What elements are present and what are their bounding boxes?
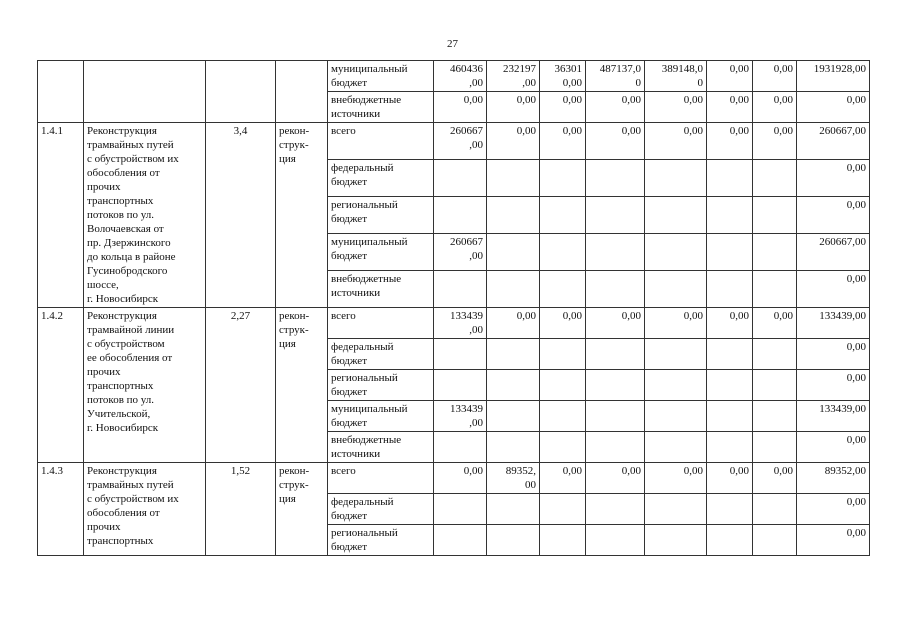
amount-cell bbox=[540, 160, 586, 197]
type-cell bbox=[276, 61, 328, 123]
financing-table bbox=[37, 60, 870, 556]
amount-cell: 0,00 bbox=[797, 92, 870, 123]
amount-cell bbox=[586, 401, 645, 432]
funding-source-cell: региональный бюджет bbox=[328, 197, 434, 234]
item-type-cell: рекон- струк- ция bbox=[276, 308, 328, 463]
amount-cell bbox=[540, 197, 586, 234]
amount-cell: 0,00 bbox=[753, 92, 797, 123]
item-code-cell: 1.4.1 bbox=[38, 123, 84, 308]
amount-cell bbox=[434, 525, 487, 556]
amount-cell bbox=[753, 525, 797, 556]
item-code-cell: 1.4.3 bbox=[38, 463, 84, 556]
item-type-cell: рекон- струк- ция bbox=[276, 463, 328, 556]
amount-cell: 0,00 bbox=[434, 92, 487, 123]
amount-cell: 133439,00 bbox=[797, 401, 870, 432]
funding-source-cell: региональный бюджет bbox=[328, 525, 434, 556]
amount-cell bbox=[707, 432, 753, 463]
amount-cell: 133439,00 bbox=[797, 308, 870, 339]
page-number: 27 bbox=[447, 38, 458, 50]
amount-cell: 0,00 bbox=[434, 463, 487, 494]
amount-cell bbox=[586, 234, 645, 271]
amount-cell bbox=[487, 197, 540, 234]
amount-cell bbox=[487, 160, 540, 197]
funding-source-cell: федеральный бюджет bbox=[328, 339, 434, 370]
amount-cell bbox=[753, 494, 797, 525]
name-cell bbox=[84, 61, 206, 123]
table-row bbox=[38, 61, 870, 92]
amount-cell bbox=[645, 494, 707, 525]
amount-cell: 0,00 bbox=[797, 432, 870, 463]
amount-cell: 89352,00 bbox=[797, 463, 870, 494]
amount-cell bbox=[586, 160, 645, 197]
amount-cell: 0,00 bbox=[753, 61, 797, 92]
amount-cell: 260667,00 bbox=[797, 234, 870, 271]
amount-cell: 260667,00 bbox=[797, 123, 870, 160]
amount-cell: 0,00 bbox=[707, 123, 753, 160]
funding-source-cell: муниципальный бюджет bbox=[328, 234, 434, 271]
amount-cell bbox=[586, 271, 645, 308]
amount-cell bbox=[586, 339, 645, 370]
amount-cell bbox=[434, 271, 487, 308]
funding-source-cell: внебюджетные источники bbox=[328, 92, 434, 123]
amount-cell: 260667 ,00 bbox=[434, 123, 487, 160]
item-type-cell: рекон- струк- ция bbox=[276, 123, 328, 308]
funding-source-cell: внебюджетные источники bbox=[328, 271, 434, 308]
amount-cell bbox=[434, 160, 487, 197]
table-row bbox=[38, 308, 870, 339]
item-name-cell: Реконструкция трамвайных путей с обустройством их обособления от прочих транспортных потоков по ул. Волочаевская от пр. Дзержинского до кольца в районе Гусинобродского шоссе, г. Новосибирск bbox=[84, 123, 206, 308]
length-cell bbox=[206, 61, 276, 123]
amount-cell bbox=[540, 432, 586, 463]
amount-cell bbox=[707, 401, 753, 432]
amount-cell bbox=[753, 370, 797, 401]
funding-source-cell: всего bbox=[328, 123, 434, 160]
amount-cell bbox=[586, 370, 645, 401]
amount-cell: 0,00 bbox=[707, 92, 753, 123]
amount-cell bbox=[645, 197, 707, 234]
amount-cell bbox=[645, 370, 707, 401]
amount-cell bbox=[540, 234, 586, 271]
amount-cell bbox=[753, 339, 797, 370]
item-length-cell: 3,4 bbox=[206, 123, 276, 308]
amount-cell: 0,00 bbox=[753, 308, 797, 339]
amount-cell bbox=[753, 432, 797, 463]
amount-cell bbox=[586, 432, 645, 463]
amount-cell: 0,00 bbox=[797, 370, 870, 401]
amount-cell bbox=[645, 160, 707, 197]
amount-cell: 36301 0,00 bbox=[540, 61, 586, 92]
amount-cell: 133439 ,00 bbox=[434, 401, 487, 432]
amount-cell: 0,00 bbox=[540, 92, 586, 123]
amount-cell bbox=[487, 339, 540, 370]
amount-cell: 1931928,00 bbox=[797, 61, 870, 92]
amount-cell bbox=[645, 234, 707, 271]
amount-cell: 0,00 bbox=[645, 92, 707, 123]
amount-cell: 0,00 bbox=[797, 197, 870, 234]
amount-cell: 0,00 bbox=[707, 61, 753, 92]
amount-cell bbox=[707, 197, 753, 234]
amount-cell bbox=[487, 494, 540, 525]
amount-cell bbox=[707, 234, 753, 271]
amount-cell bbox=[487, 271, 540, 308]
amount-cell bbox=[753, 160, 797, 197]
amount-cell bbox=[707, 494, 753, 525]
funding-source-cell: муниципальный бюджет bbox=[328, 61, 434, 92]
amount-cell: 0,00 bbox=[753, 123, 797, 160]
amount-cell: 0,00 bbox=[540, 308, 586, 339]
item-name-cell: Реконструкция трамвайных путей с обустройством их обособления от прочих транспортных bbox=[84, 463, 206, 556]
amount-cell bbox=[487, 401, 540, 432]
amount-cell bbox=[487, 234, 540, 271]
amount-cell bbox=[540, 494, 586, 525]
amount-cell bbox=[586, 197, 645, 234]
amount-cell bbox=[540, 370, 586, 401]
amount-cell bbox=[707, 160, 753, 197]
amount-cell: 0,00 bbox=[645, 308, 707, 339]
funding-source-cell: региональный бюджет bbox=[328, 370, 434, 401]
amount-cell: 232197 ,00 bbox=[487, 61, 540, 92]
amount-cell bbox=[586, 525, 645, 556]
amount-cell: 0,00 bbox=[797, 160, 870, 197]
table-row bbox=[38, 123, 870, 160]
amount-cell: 89352, 00 bbox=[487, 463, 540, 494]
amount-cell bbox=[434, 494, 487, 525]
amount-cell: 133439 ,00 bbox=[434, 308, 487, 339]
amount-cell: 389148,0 0 bbox=[645, 61, 707, 92]
amount-cell bbox=[707, 525, 753, 556]
code-cell bbox=[38, 61, 84, 123]
amount-cell bbox=[645, 271, 707, 308]
amount-cell: 0,00 bbox=[797, 339, 870, 370]
item-length-cell: 1,52 bbox=[206, 463, 276, 556]
amount-cell bbox=[645, 401, 707, 432]
amount-cell: 0,00 bbox=[797, 271, 870, 308]
amount-cell bbox=[753, 271, 797, 308]
amount-cell bbox=[645, 525, 707, 556]
item-name-cell: Реконструкция трамвайной линии с обустройством ее обособления от прочих транспортных потоков по ул. Учительской, г. Новосибирск bbox=[84, 308, 206, 463]
amount-cell: 0,00 bbox=[645, 463, 707, 494]
amount-cell bbox=[434, 432, 487, 463]
amount-cell: 487137,0 0 bbox=[586, 61, 645, 92]
funding-source-cell: федеральный бюджет bbox=[328, 494, 434, 525]
amount-cell: 0,00 bbox=[487, 123, 540, 160]
amount-cell bbox=[540, 525, 586, 556]
funding-source-cell: всего bbox=[328, 463, 434, 494]
amount-cell bbox=[434, 339, 487, 370]
item-code-cell: 1.4.2 bbox=[38, 308, 84, 463]
amount-cell: 0,00 bbox=[487, 92, 540, 123]
funding-source-cell: федеральный бюджет bbox=[328, 160, 434, 197]
amount-cell: 0,00 bbox=[707, 308, 753, 339]
amount-cell: 0,00 bbox=[645, 123, 707, 160]
amount-cell bbox=[707, 271, 753, 308]
amount-cell: 0,00 bbox=[586, 308, 645, 339]
amount-cell bbox=[487, 432, 540, 463]
amount-cell bbox=[540, 271, 586, 308]
amount-cell bbox=[487, 525, 540, 556]
amount-cell bbox=[540, 401, 586, 432]
table-row bbox=[38, 463, 870, 494]
funding-source-cell: всего bbox=[328, 308, 434, 339]
amount-cell bbox=[487, 370, 540, 401]
amount-cell: 0,00 bbox=[797, 525, 870, 556]
amount-cell bbox=[753, 234, 797, 271]
funding-source-cell: муниципальный бюджет bbox=[328, 401, 434, 432]
amount-cell: 0,00 bbox=[586, 123, 645, 160]
amount-cell bbox=[645, 339, 707, 370]
amount-cell bbox=[586, 494, 645, 525]
amount-cell bbox=[434, 197, 487, 234]
amount-cell: 0,00 bbox=[540, 123, 586, 160]
amount-cell bbox=[645, 432, 707, 463]
amount-cell: 0,00 bbox=[753, 463, 797, 494]
amount-cell bbox=[753, 401, 797, 432]
amount-cell: 260667 ,00 bbox=[434, 234, 487, 271]
item-length-cell: 2,27 bbox=[206, 308, 276, 463]
amount-cell bbox=[707, 339, 753, 370]
amount-cell: 0,00 bbox=[707, 463, 753, 494]
amount-cell: 0,00 bbox=[797, 494, 870, 525]
amount-cell bbox=[707, 370, 753, 401]
amount-cell: 0,00 bbox=[487, 308, 540, 339]
amount-cell bbox=[753, 197, 797, 234]
amount-cell bbox=[540, 339, 586, 370]
amount-cell: 0,00 bbox=[586, 92, 645, 123]
amount-cell: 0,00 bbox=[586, 463, 645, 494]
amount-cell bbox=[434, 370, 487, 401]
funding-source-cell: внебюджетные источники bbox=[328, 432, 434, 463]
amount-cell: 460436 ,00 bbox=[434, 61, 487, 92]
amount-cell: 0,00 bbox=[540, 463, 586, 494]
